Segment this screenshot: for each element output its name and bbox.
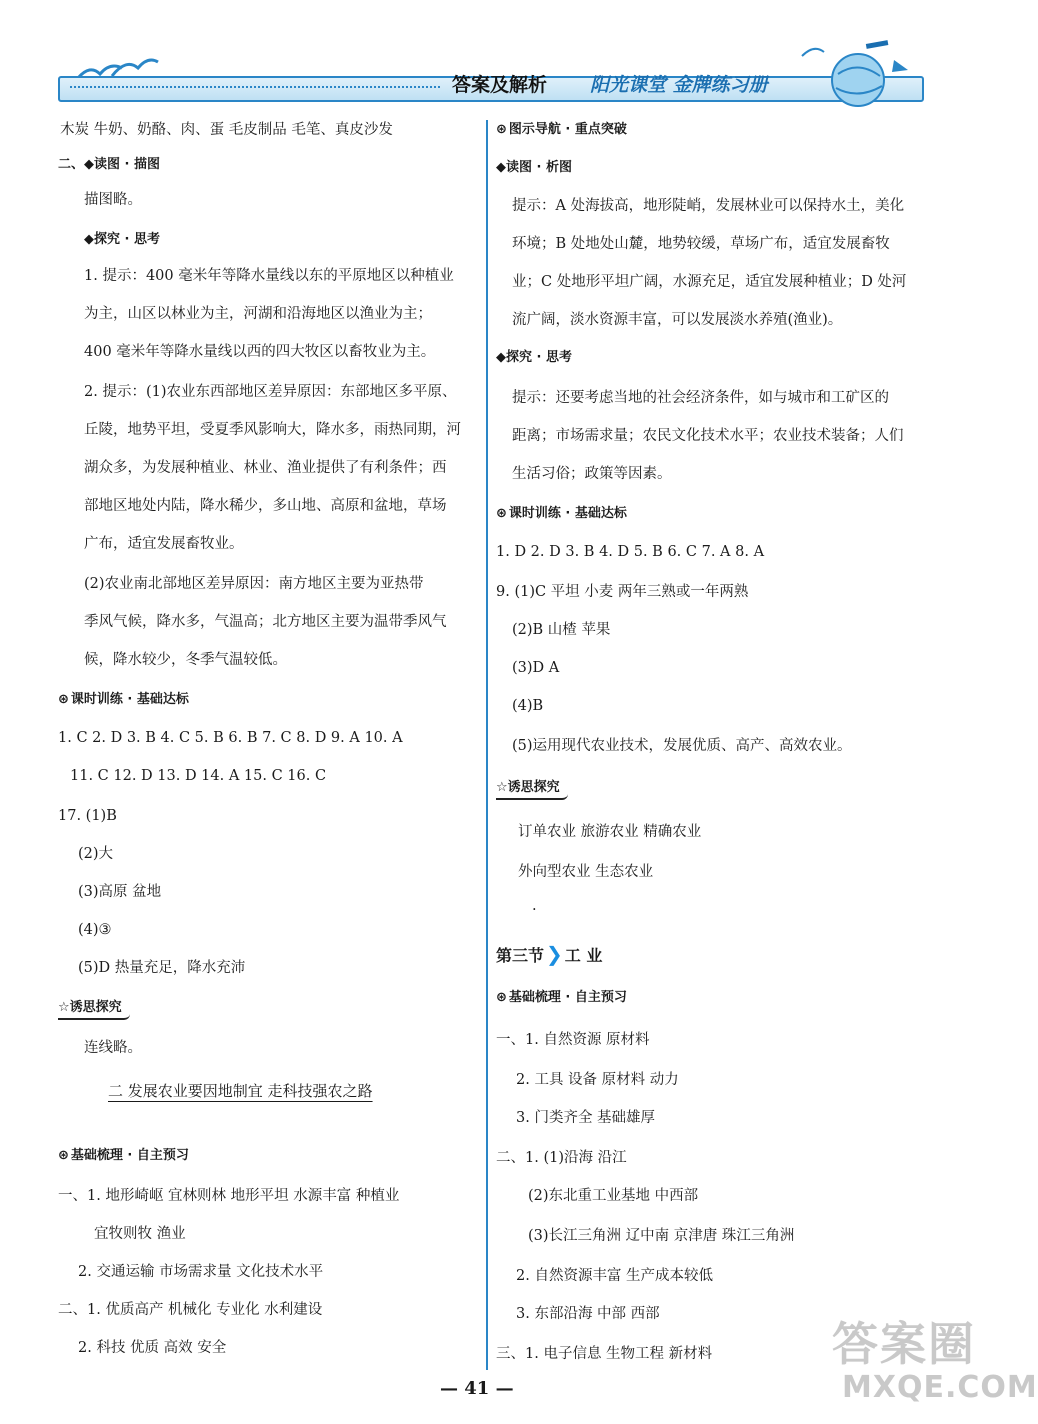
answer-line: (5)运用现代农业技术，发展优质、高产、高效农业。 [512, 738, 852, 754]
answer-line: 1. C 2. D 3. B 4. C 5. B 6. B 7. C 8. D 9. A 10. A [58, 730, 403, 746]
site-watermark: 答案圈 MXQE.COM [832, 1317, 1038, 1405]
text-line: 提示：还要考虑当地的社会经济条件，如与城市和工矿区的 [512, 390, 889, 406]
text-line: 部地区地处内陆，降水稀少，多山地、高原和盆地，草场 [84, 498, 447, 514]
header-brand: 阳光课堂 金牌练习册 [590, 74, 768, 96]
text-line: 距离；市场需求量；农民文化技术水平；农业技术装备；人们 [512, 428, 904, 444]
text-line: 季风气候，降水多，气温高；北方地区主要为温带季风气 [84, 614, 447, 630]
book-icon: ⊛ [496, 506, 507, 521]
text-line: 为主，山区以林业为主，河湖和沿海地区以渔业为主； [84, 306, 432, 322]
answer-line: (3)高原 盆地 [78, 884, 162, 900]
book-icon: ⊛ [496, 122, 507, 137]
text-line: 提示：A 处海拔高，地形陡峭，发展林业可以保持水土，美化 [512, 198, 905, 214]
text-line: 3. 东部沿海 中部 西部 [516, 1306, 660, 1322]
section-heading-inquiry: ☆诱思探究 [58, 998, 130, 1020]
text-line: (3)长江三角洲 辽中南 京津唐 珠江三角洲 [528, 1228, 795, 1244]
answer-line: 1. D 2. D 3. B 4. D 5. B 6. C 7. A 8. A [496, 544, 765, 560]
chapter-title: 第三节 ❯ 工 业 [496, 942, 603, 966]
section-heading-inquiry: ☆诱思探究 [496, 778, 568, 800]
answer-line: (2)B 山楂 苹果 [512, 622, 611, 638]
section-heading-explore: ◆探究 · 思考 [84, 232, 160, 247]
text-line: 2. 自然资源丰富 生产成本较低 [516, 1268, 714, 1284]
text-line: 一、1. 自然资源 原材料 [496, 1032, 650, 1048]
text-line: 二、1. (1)沿海 沿江 [496, 1150, 627, 1166]
text-line: 外向型农业 生态农业 [518, 864, 654, 880]
header-dotted-line [70, 86, 440, 90]
text-line: 广布，适宜发展畜牧业。 [84, 536, 244, 552]
section-heading-training: ⊛ 课时训练 · 基础达标 [496, 506, 627, 521]
section-heading-explore: ◆探究 · 思考 [496, 350, 572, 365]
answer-line: (3)D A [512, 660, 560, 676]
text-line: 2. 科技 优质 高效 安全 [78, 1340, 227, 1356]
text-line: 候，降水较少，冬季气温较低。 [84, 652, 287, 668]
text-line: 1. 提示：400 毫米年等降水量线以东的平原地区以种植业 [84, 268, 454, 284]
text-line: 业；C 处地形平坦广阔，水源充足，适宜发展种植业；D 处河 [512, 274, 907, 290]
text-line: 三、1. 电子信息 生物工程 新材料 [496, 1346, 713, 1362]
text-line: 2. 工具 设备 原材料 动力 [516, 1072, 679, 1088]
text-line: 一、1. 地形崎岖 宜林则林 地形平坦 水源丰富 种植业 [58, 1188, 400, 1204]
header-title: 答案及解析 [452, 74, 548, 96]
section-heading-basic: ⊛ 基础梳理 · 自主预习 [58, 1148, 189, 1163]
text-line: 木炭 牛奶、奶酪、肉、蛋 毛皮制品 毛笔、真皮沙发 [60, 122, 393, 138]
text-line: . [532, 898, 537, 914]
text-line: 宜牧则牧 渔业 [94, 1226, 186, 1242]
answer-line: 17. (1)B [58, 808, 117, 824]
answer-line: (2)大 [78, 846, 114, 862]
text-line: 湖众多，为发展种植业、林业、渔业提供了有利条件；西 [84, 460, 447, 476]
chevron-right-icon: ❯ [546, 942, 563, 966]
section-heading-training: ⊛ 课时训练 · 基础达标 [58, 692, 189, 707]
section-heading-basic: ⊛ 基础梳理 · 自主预习 [496, 990, 627, 1005]
text-line: 生活习俗；政策等因素。 [512, 466, 672, 482]
answer-line: (4)③ [78, 922, 112, 938]
text-line: 2. 提示：(1)农业东西部地区差异原因：东部地区多平原、 [84, 384, 457, 400]
text-line: (2)农业南北部地区差异原因：南方地区主要为亚热带 [84, 576, 424, 592]
text-line: 连线略。 [84, 1040, 142, 1056]
answer-line: 9. (1)C 平坦 小麦 两年三熟或一年两熟 [496, 584, 749, 600]
section-heading-read-draw: 二、◆读图 · 描图 [58, 157, 160, 172]
book-icon: ⊛ [58, 1148, 69, 1163]
page-number: — 41 — [440, 1378, 514, 1399]
page-header [0, 0, 1000, 120]
answer-line: 11. C 12. D 13. D 14. A 15. C 16. C [70, 768, 327, 784]
text-line: 描图略。 [84, 192, 142, 208]
book-icon: ⊛ [58, 692, 69, 707]
text-line: 丘陵，地势平坦，受夏季风影响大，降水多，雨热同期，河 [84, 422, 461, 438]
text-line: 订单农业 旅游农业 精确农业 [518, 824, 702, 840]
subsection-title: 二 发展农业要因地制宜 走科技强农之路 [108, 1082, 373, 1100]
globe-graduate-icon [808, 30, 918, 110]
text-line: 3. 门类齐全 基础雄厚 [516, 1110, 656, 1126]
text-line: 400 毫米年等降水量线以西的四大牧区以畜牧业为主。 [84, 344, 436, 360]
column-divider [486, 120, 488, 1370]
text-line: 二、1. 优质高产 机械化 专业化 水利建设 [58, 1302, 323, 1318]
text-line: 流广阔，淡水资源丰富，可以发展淡水养殖(渔业)。 [512, 312, 843, 328]
text-line: (2)东北重工业基地 中西部 [528, 1188, 699, 1204]
text-line: 环境；B 处地处山麓，地势较缓，草场广布，适宜发展畜牧 [512, 236, 890, 252]
section-heading-read-analyze: ◆读图 · 析图 [496, 160, 572, 175]
text-line: 2. 交通运输 市场需求量 文化技术水平 [78, 1264, 324, 1280]
book-icon: ⊛ [496, 990, 507, 1005]
answer-line: (4)B [512, 698, 544, 714]
section-heading-navigation: ⊛ 图示导航 · 重点突破 [496, 122, 627, 137]
answer-line: (5)D 热量充足，降水充沛 [78, 960, 246, 976]
